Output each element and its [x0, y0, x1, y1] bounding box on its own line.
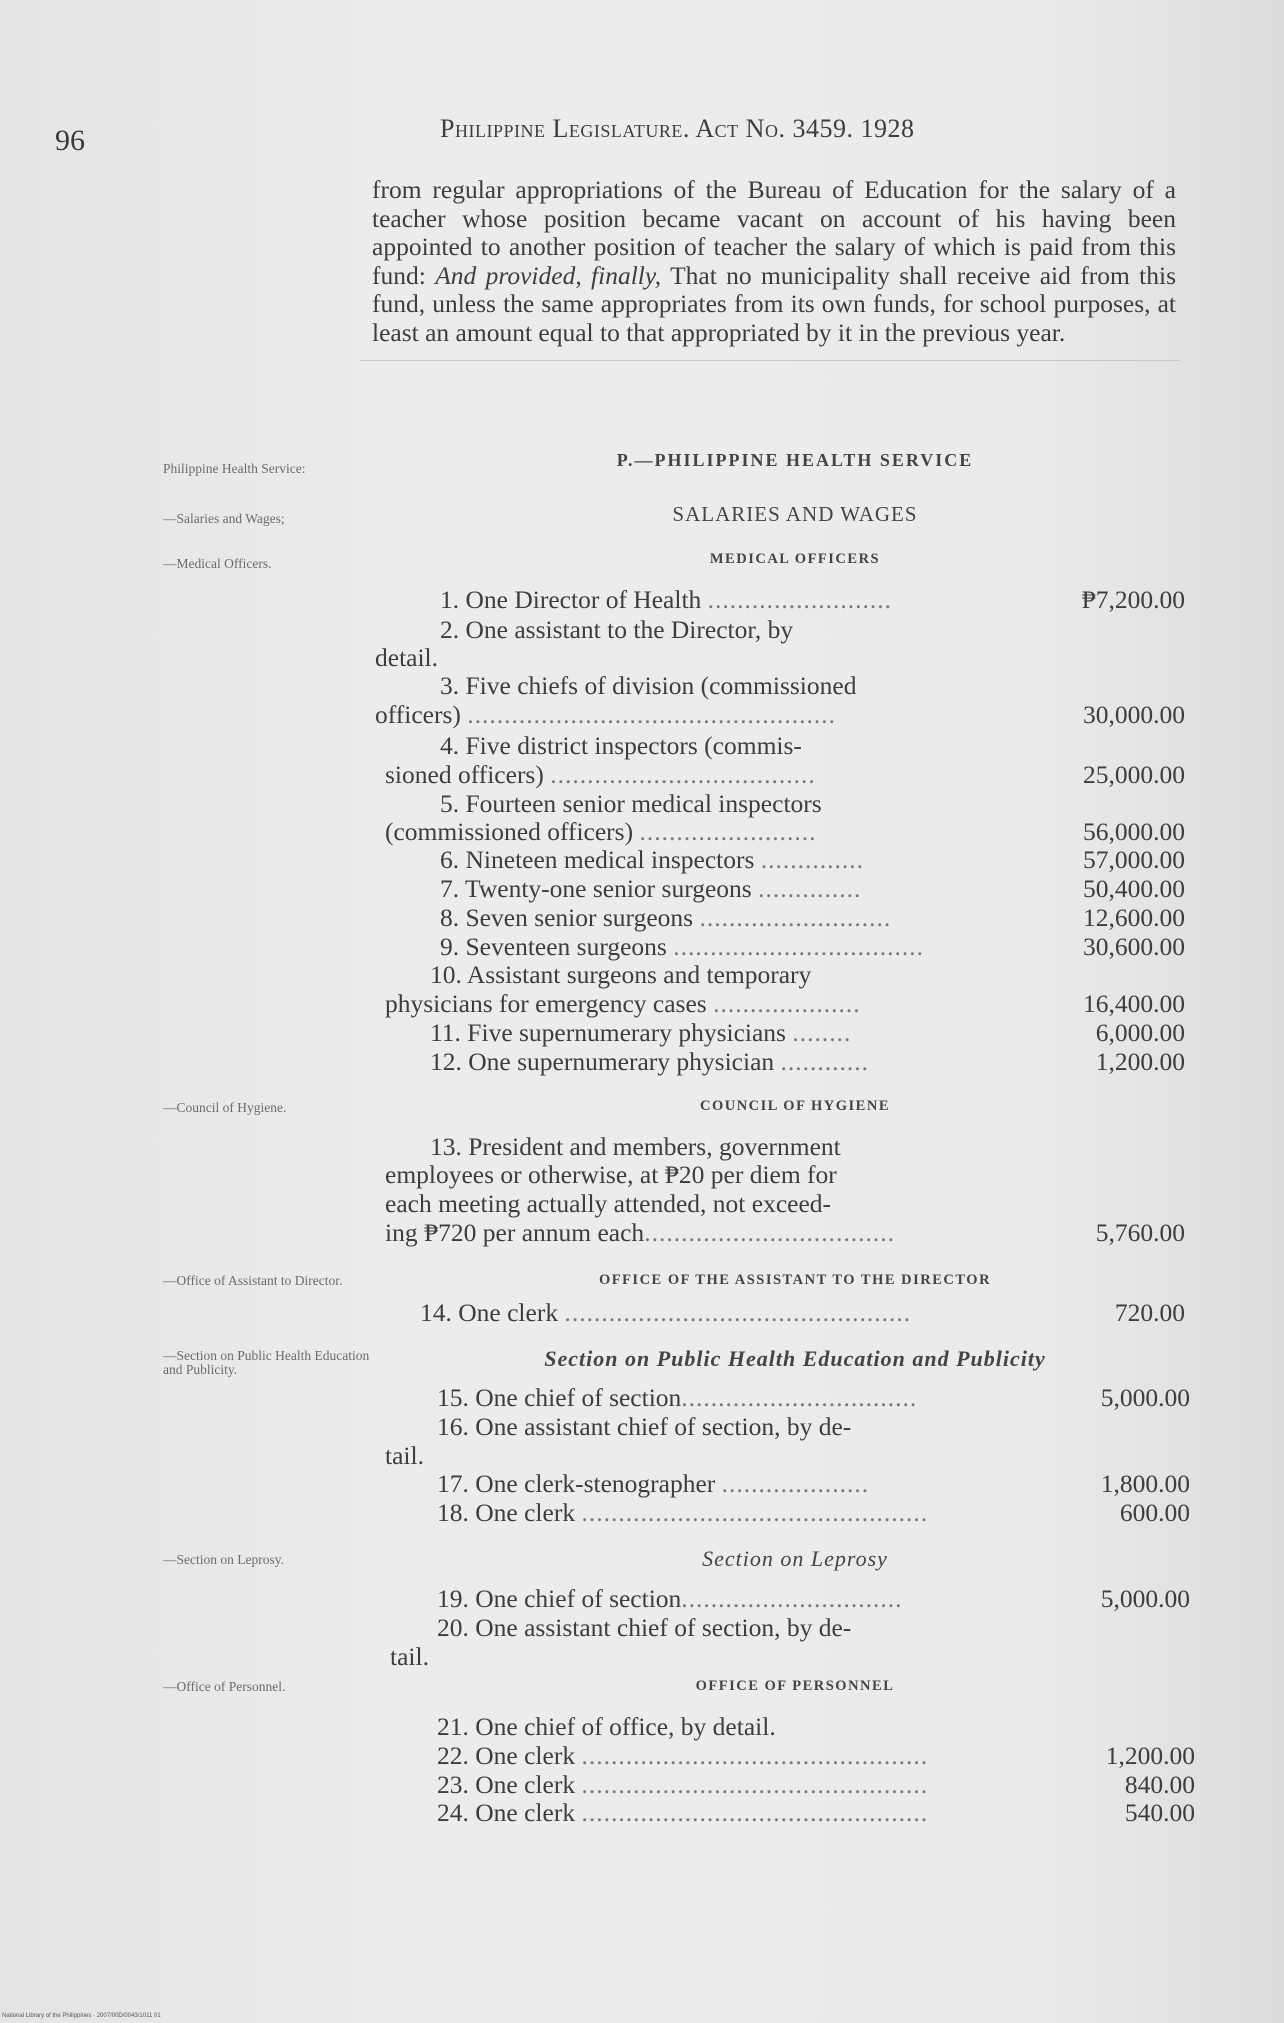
item-24 — [437, 1798, 928, 1827]
dot-leader: .......................... — [699, 903, 892, 932]
margin-note-personnel: —Office of Personnel. — [163, 1679, 286, 1694]
item-23 — [437, 1770, 928, 1799]
item-22-amount: 1,200.00 — [1105, 1741, 1195, 1770]
dot-leader: ............ — [780, 1047, 870, 1076]
item-12-text: 12. One supernumerary physician — [430, 1047, 775, 1076]
item-24-text: 24. One clerk — [437, 1798, 576, 1827]
item-7 — [440, 874, 861, 903]
item-1 — [440, 585, 892, 614]
item-14-amount: 720.00 — [1114, 1298, 1185, 1327]
item-15 — [437, 1383, 917, 1412]
item-12 — [430, 1047, 869, 1076]
dot-leader: ............................................... — [581, 1498, 929, 1527]
heading-salaries: SALARIES AND WAGES — [672, 502, 918, 526]
item-17-text: 17. One clerk-stenographer — [437, 1469, 716, 1498]
dot-leader: .............. — [758, 874, 862, 903]
item-22 — [437, 1741, 928, 1770]
page-number: 96 — [55, 124, 85, 157]
item-3-text: officers) — [375, 700, 461, 729]
dot-leader: ......................... — [707, 585, 893, 614]
item-23-text: 23. One clerk — [437, 1770, 576, 1799]
dot-leader: .................................. — [673, 932, 924, 961]
intro-emphasis: And provided, finally, — [435, 260, 662, 290]
item-6-amount: 57,000.00 — [1083, 845, 1185, 874]
item-8-text: 8. Seven senior surgeons — [440, 903, 694, 932]
dot-leader: ............................................... — [581, 1770, 929, 1799]
item-17-amount: 1,800.00 — [1100, 1469, 1190, 1498]
heading-personnel: OFFICE OF PERSONNEL — [695, 1678, 895, 1694]
item-10-line-2 — [385, 989, 861, 1018]
dot-leader: ............................................... — [564, 1298, 912, 1327]
heading-medical: MEDICAL OFFICERS — [709, 551, 881, 567]
dot-leader: ............................................... — [581, 1798, 929, 1827]
item-12-amount: 1,200.00 — [1095, 1047, 1185, 1076]
item-11 — [430, 1018, 851, 1047]
item-15-text: 15. One chief of section — [437, 1383, 682, 1412]
item-19-amount: 5,000.00 — [1100, 1584, 1190, 1613]
item-6-text: 6. Nineteen medical inspectors — [440, 845, 755, 874]
dot-leader: ................................ — [681, 1383, 918, 1412]
fold-line — [360, 360, 1180, 361]
item-14-text: 14. One clerk — [420, 1298, 559, 1327]
heading-council: COUNCIL OF HYGIENE — [699, 1098, 890, 1114]
dot-leader: .................... — [721, 1469, 870, 1498]
dot-leader: .................................. — [644, 1218, 895, 1247]
item-13-line-1: 13. President and members, government — [430, 1132, 841, 1161]
item-14 — [420, 1298, 911, 1327]
item-18 — [437, 1498, 928, 1527]
item-1-text: 1. One Director of Health — [440, 585, 702, 614]
item-19-text: 19. One chief of section — [437, 1584, 682, 1613]
item-4-amount: 25,000.00 — [1083, 760, 1185, 789]
item-18-text: 18. One clerk — [437, 1498, 576, 1527]
item-4-line-1: 4. Five district inspectors (commis- — [440, 731, 802, 760]
item-3-line-1: 3. Five chiefs of division (commissioned — [440, 671, 857, 700]
item-4-text: sioned officers) — [385, 760, 544, 789]
margin-note-public-health: —Section on Public Health Education and Publicity. — [163, 1348, 370, 1377]
item-8 — [440, 903, 891, 932]
item-4-line-2 — [385, 760, 816, 789]
item-13-line-4 — [385, 1218, 895, 1247]
item-8-amount: 12,600.00 — [1083, 903, 1185, 932]
intro-text-2: That no municipality shall receive aid from this fund, unless the same appropriates from its own funds, for school purposes, at least an amount equal to that appropriated by it in the previous year. — [372, 260, 1176, 347]
heading-assistant-office: OFFICE OF THE ASSISTANT TO THE DIRECTOR — [598, 1272, 992, 1288]
intro-text-1: from regular appropriations of the Bureau of Education for the salary of a teacher whose position became vacant on account of his having been appointed to another position of teacher the salary of which is paid from this fund: — [372, 175, 1176, 290]
item-7-amount: 50,400.00 — [1083, 874, 1185, 903]
item-13-line-2: employees or otherwise, at ₱20 per diem for — [385, 1160, 837, 1189]
dot-leader: .............................. — [681, 1584, 903, 1613]
item-1-amount: ₱7,200.00 — [1081, 585, 1185, 614]
item-20-line-1: 20. One assistant chief of section, by de- — [437, 1613, 852, 1642]
item-10-text: physicians for emergency cases — [385, 989, 707, 1018]
item-13-amount: 5,760.00 — [1095, 1218, 1185, 1247]
item-10-amount: 16,400.00 — [1083, 989, 1185, 1018]
item-11-amount: 6,000.00 — [1095, 1018, 1185, 1047]
item-9-amount: 30,600.00 — [1083, 932, 1185, 961]
item-5-amount: 56,000.00 — [1083, 817, 1185, 846]
item-3-amount: 30,000.00 — [1083, 700, 1185, 729]
item-6 — [440, 845, 864, 874]
margin-note-salaries: —Salaries and Wages; — [163, 511, 285, 526]
dot-leader: .................................................. — [467, 700, 837, 729]
item-13-text: ing ₱720 per annum each — [385, 1218, 645, 1247]
heading-service: P.—PHILIPPINE HEALTH SERVICE — [616, 450, 974, 470]
dot-leader: ........................ — [639, 817, 817, 846]
item-9-text: 9. Seventeen surgeons — [440, 932, 667, 961]
item-23-amount: 840.00 — [1124, 1770, 1195, 1799]
margin-note-leprosy: —Section on Leprosy. — [163, 1552, 284, 1567]
item-20-line-2: tail. — [390, 1642, 429, 1671]
item-9 — [440, 932, 924, 961]
item-16-line-1: 16. One assistant chief of section, by de- — [437, 1412, 852, 1441]
item-22-text: 22. One clerk — [437, 1741, 576, 1770]
dot-leader: .............. — [760, 845, 865, 874]
item-17 — [437, 1469, 869, 1498]
item-15-amount: 5,000.00 — [1100, 1383, 1190, 1412]
item-5-text: (commissioned officers) — [385, 817, 634, 846]
item-5-line-1: 5. Fourteen senior medical inspectors — [440, 789, 822, 818]
margin-note-assistant-office: —Office of Assistant to Director. — [163, 1273, 343, 1288]
item-2-line-1: 2. One assistant to the Director, by — [440, 615, 794, 644]
dot-leader: ........ — [792, 1018, 852, 1047]
running-head: Philippine Legislature. Act No. 3459. 1928 — [440, 114, 915, 143]
dot-leader: .................................... — [550, 760, 816, 789]
item-3-line-2 — [375, 700, 836, 729]
item-13-line-3: each meeting actually attended, not exceed- — [385, 1189, 832, 1218]
item-16-line-2: tail. — [385, 1441, 424, 1470]
item-19 — [437, 1584, 903, 1613]
dot-leader: ............................................... — [581, 1741, 929, 1770]
item-21: 21. One chief of office, by detail. — [437, 1712, 776, 1741]
heading-public-health: Section on Public Health Education and Publicity — [544, 1346, 1046, 1371]
item-10-line-1: 10. Assistant surgeons and temporary — [430, 960, 812, 989]
margin-note-council: —Council of Hygiene. — [163, 1100, 287, 1115]
scan-footer-tag: National Library of the Philippines · 2007/00D/0043/1011 01 — [2, 2013, 161, 2019]
item-11-text: 11. Five supernumerary physicians — [430, 1018, 786, 1047]
item-24-amount: 540.00 — [1124, 1798, 1195, 1827]
heading-leprosy: Section on Leprosy — [702, 1546, 888, 1571]
item-2-line-2: detail. — [375, 643, 439, 672]
intro-paragraph — [372, 176, 1176, 348]
item-5-line-2 — [385, 817, 816, 846]
margin-note-phs: Philippine Health Service: — [163, 461, 306, 476]
item-7-text: 7. Twenty-one senior surgeons — [440, 874, 752, 903]
dot-leader: .................... — [713, 989, 861, 1018]
margin-note-medical: —Medical Officers. — [163, 556, 272, 571]
item-18-amount: 600.00 — [1119, 1498, 1190, 1527]
